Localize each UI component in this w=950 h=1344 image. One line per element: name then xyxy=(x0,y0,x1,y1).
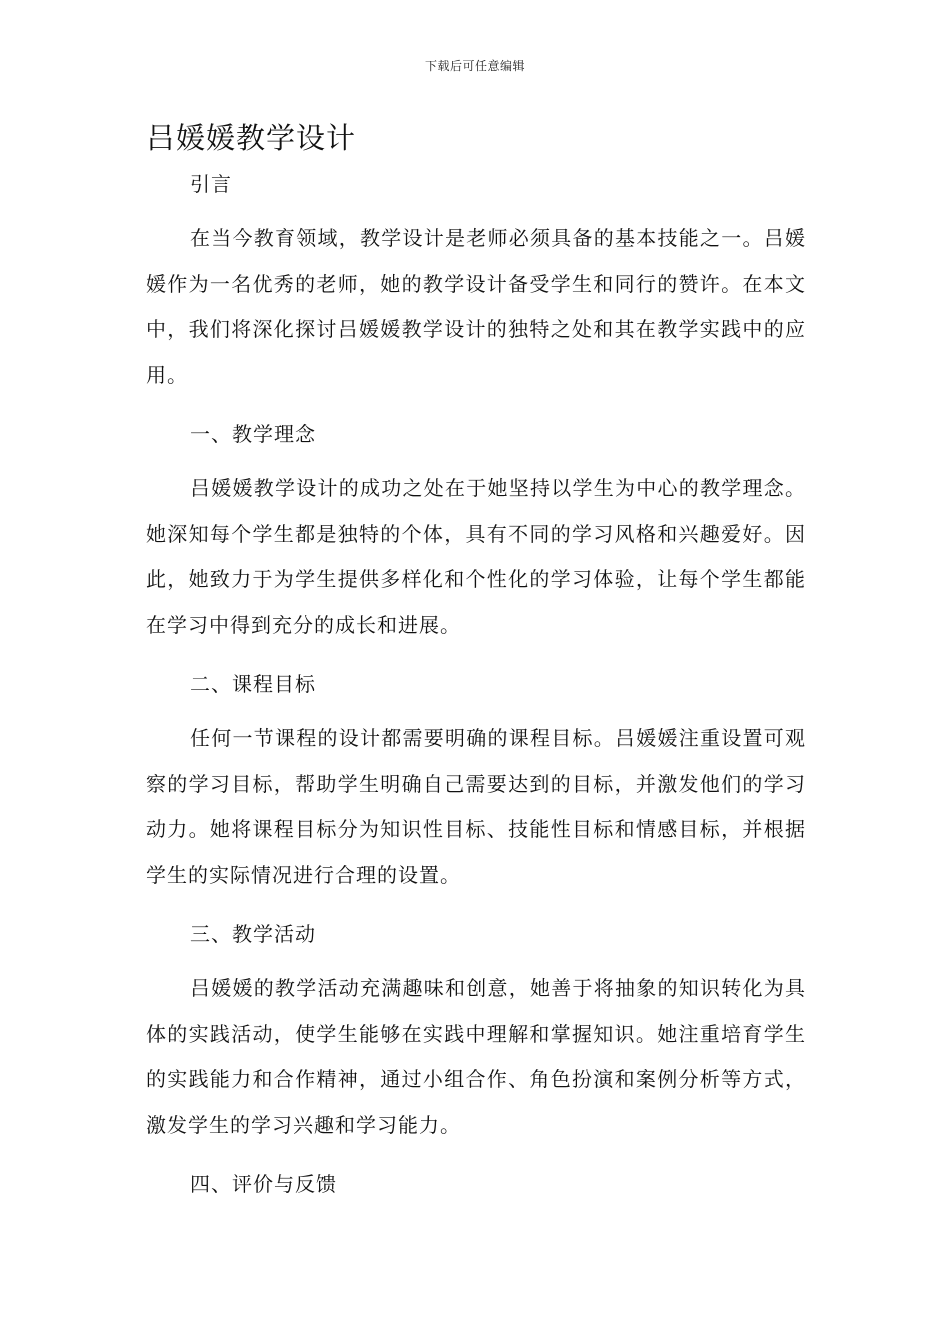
header-note: 下载后可任意编辑 xyxy=(424,59,525,73)
document-body xyxy=(146,168,806,1200)
section-heading-goals: 二、课程目标 xyxy=(190,672,316,696)
section-paragraph-intro: 在当今教育领域，教学设计是老师必须具备的基本技能之一。吕媛媛作为一名优秀的老师，她的教学设计备受学生和同行的赞许。在本文中，我们将深化探讨吕媛媛教学设计的独特之处和其在教学实践中的应用。 xyxy=(146,226,806,387)
section-paragraph-philosophy: 吕媛媛教学设计的成功之处在于她坚持以学生为中心的教学理念。她深知每个学生都是独特的个体，具有不同的学习风格和兴趣爱好。因此，她致力于为学生提供多样化和个性化的学习体验，让每个学生都能在学习中得到充分的成长和进展。 xyxy=(146,476,806,637)
section-heading-intro: 引言 xyxy=(190,172,232,196)
section-paragraph-goals: 任何一节课程的设计都需要明确的课程目标。吕媛媛注重设置可观察的学习目标，帮助学生明确自己需要达到的目标，并激发他们的学习动力。她将课程目标分为知识性目标、技能性目标和情感目标，并根据学生的实际情况进行合理的设置。 xyxy=(146,726,806,887)
section-heading-evaluation: 四、评价与反馈 xyxy=(190,1172,337,1196)
section-heading-activities: 三、教学活动 xyxy=(190,922,316,946)
section-heading-philosophy: 一、教学理念 xyxy=(190,422,316,446)
document-title: 吕媛媛教学设计 xyxy=(146,121,357,155)
section-paragraph-activities: 吕媛媛的教学活动充满趣味和创意，她善于将抽象的知识转化为具体的实践活动，使学生能够在实践中理解和掌握知识。她注重培育学生的实践能力和合作精神，通过小组合作、角色扮演和案例分析等方式，激发学生的学习兴趣和学习能力。 xyxy=(146,976,806,1137)
